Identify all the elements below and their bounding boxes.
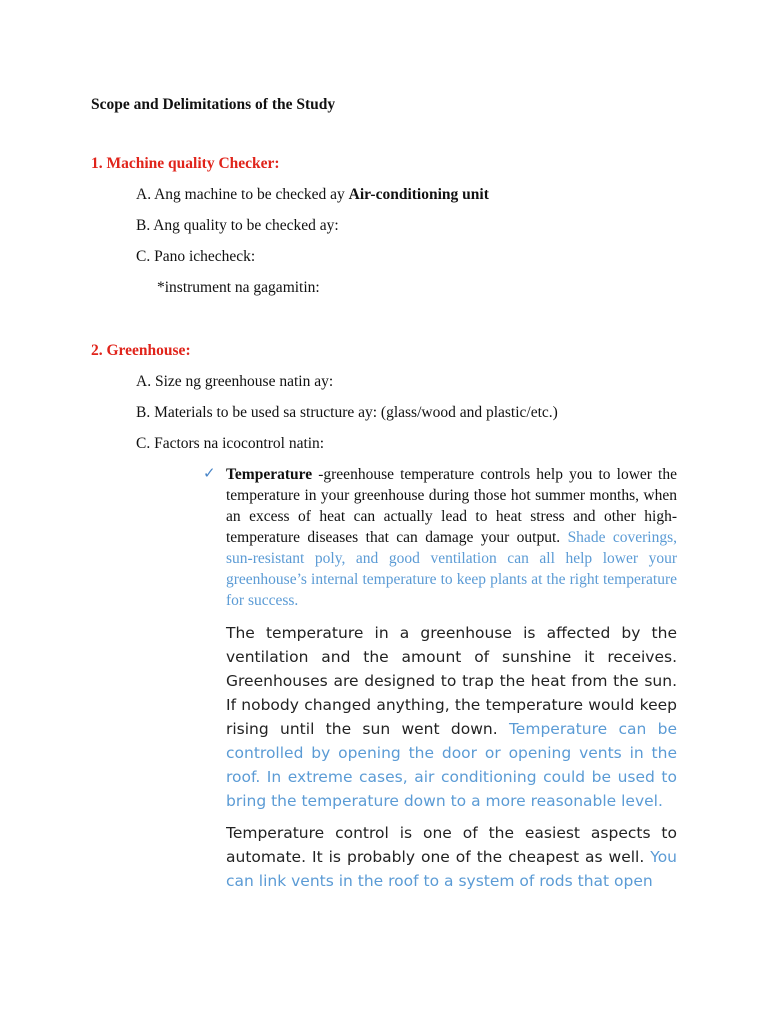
- machine-item-b: B. Ang quality to be checked ay:: [136, 217, 339, 234]
- temperature-text: -greenhouse temperature controls help you to lower the temperature in your greenhouse during those hot summer months, when an excess of heat can actually lead to heat stress and other high-temperature diseases that can damage your output.: [226, 466, 677, 546]
- greenhouse-item-c: C. Factors na icocontrol natin:: [136, 435, 325, 452]
- machine-item-a-text: A. Ang machine to be checked ay: [136, 186, 349, 203]
- temperature-control-paragraph: [226, 821, 677, 893]
- paragraph3-text: Temperature control is one of the easiest aspects to automate. It is probably one of the cheapest as well.: [226, 824, 677, 866]
- paragraph3-highlight: You can link vents in the roof to a system of rods that open: [226, 848, 677, 890]
- paragraph2-highlight: Temperature can be controlled by opening the door or opening vents in the roof. In extreme cases, air conditioning could be used to bring the temperature down to a more reasonable level.: [226, 720, 677, 810]
- checkmark-icon: ✓: [203, 466, 216, 482]
- paragraph2-text: The temperature in a greenhouse is affected by the ventilation and the amount of sunshine it receives. Greenhouses are designed to trap the heat from the sun. If nobody changed anything, the temperature would keep rising until the sun went down.: [226, 624, 677, 738]
- machine-item-a: [136, 185, 489, 205]
- temperature-paragraph: [226, 464, 677, 611]
- page-title: Scope and Delimitations of the Study: [91, 96, 336, 113]
- machine-item-c: C. Pano ichecheck:: [136, 248, 256, 265]
- section-heading-greenhouse: 2. Greenhouse:: [91, 342, 191, 359]
- machine-item-a-bold: Air-conditioning unit: [348, 186, 489, 203]
- greenhouse-temperature-paragraph: [226, 621, 677, 813]
- greenhouse-item-b: B. Materials to be used sa structure ay: (glass/wood and plastic/etc.): [136, 404, 558, 421]
- machine-item-instrument: *instrument na gagamitin:: [157, 279, 320, 296]
- section-heading-machine-quality-checker: 1. Machine quality Checker:: [91, 155, 280, 172]
- greenhouse-item-a: A. Size ng greenhouse natin ay:: [136, 373, 334, 390]
- temperature-highlight: Shade coverings, sun-resistant poly, and good ventilation can all help lower your greenhouse’s internal temperature to keep plants at the right temperature for success.: [226, 529, 677, 609]
- temperature-label: Temperature: [226, 466, 313, 483]
